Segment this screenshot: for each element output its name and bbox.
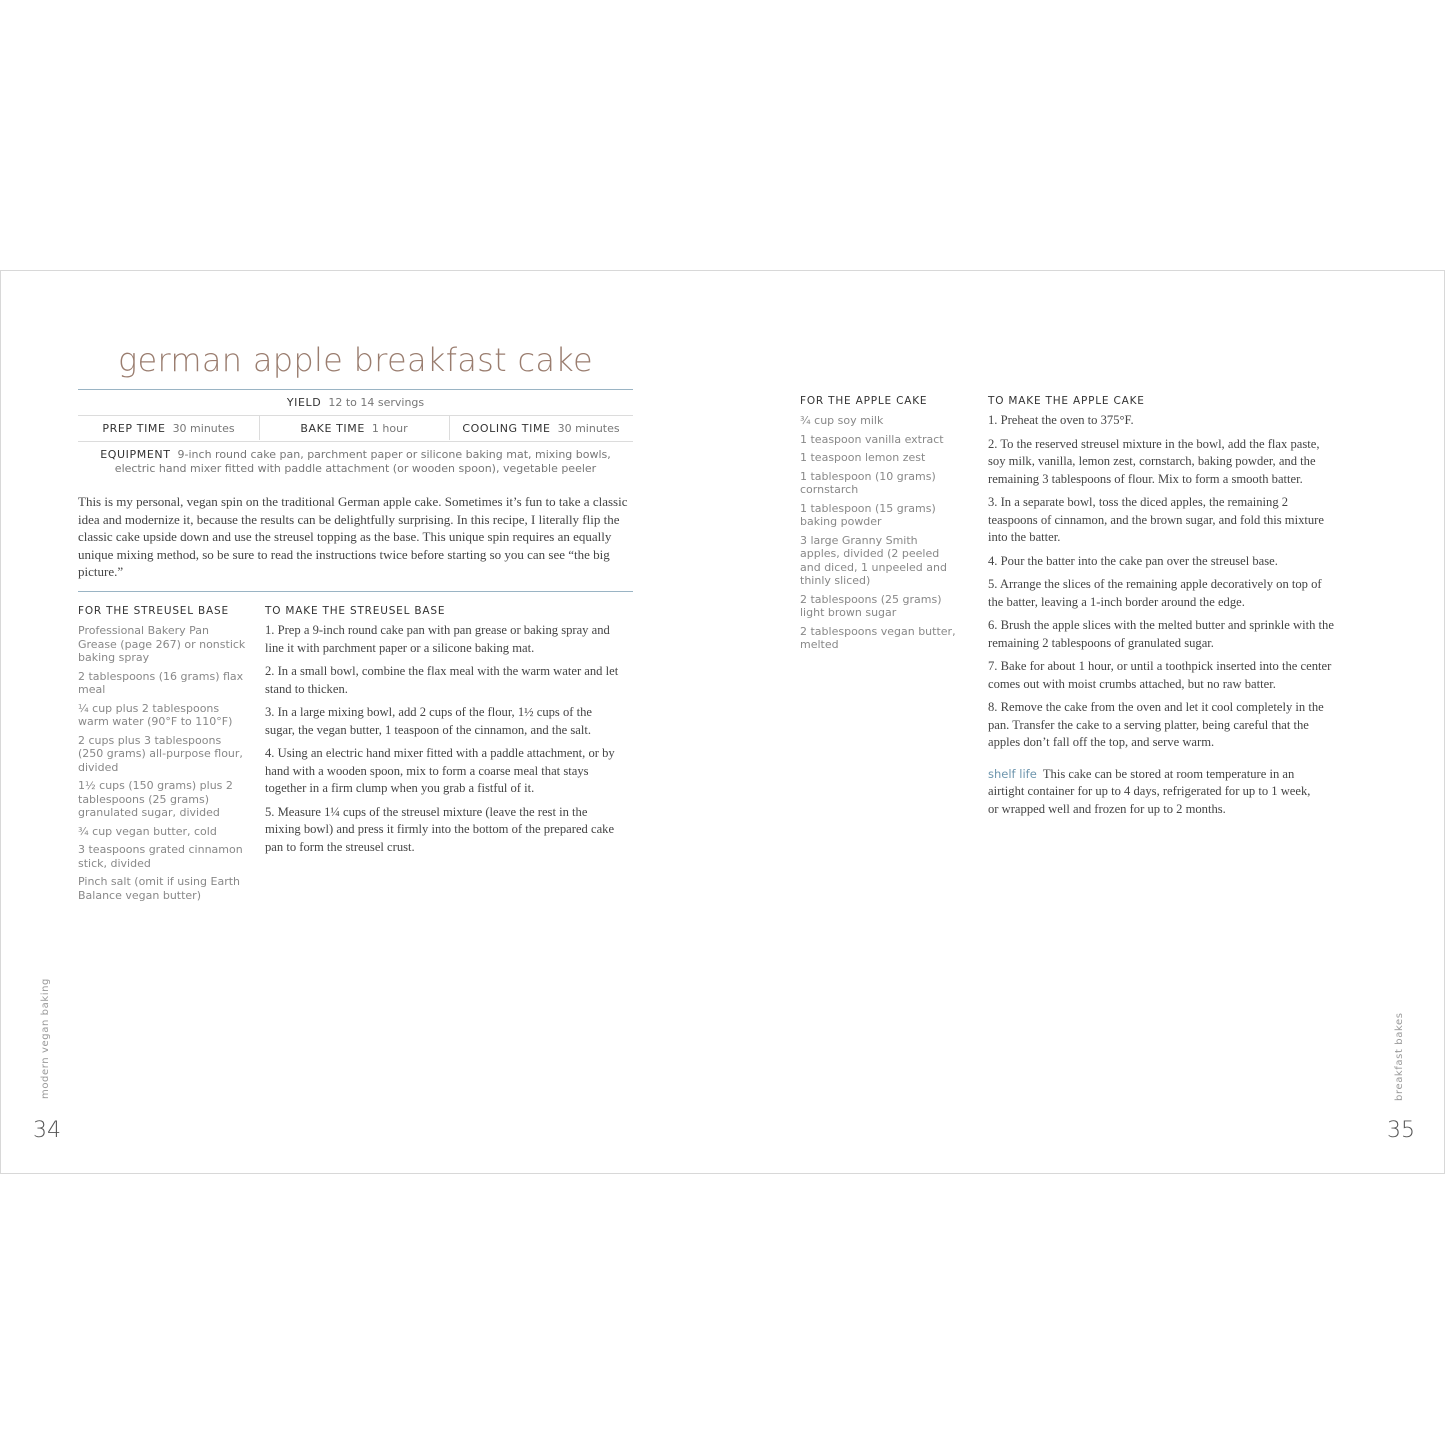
ingredient-item: 1 teaspoon lemon zest xyxy=(800,451,926,464)
title-rule xyxy=(78,389,633,390)
ingredient-item: ¾ cup vegan butter, cold xyxy=(78,824,217,838)
apple-ingredients xyxy=(800,395,960,657)
ingredient-item: 1 tablespoon (15 grams) baking powder xyxy=(800,501,936,528)
bake-label: BAKE TIME xyxy=(300,422,365,435)
ingredient-item: 2 tablespoons (25 grams) light brown sugar xyxy=(800,592,942,619)
equipment-line1: 9-inch round cake pan, parchment paper or silicone baking mat, mixing bowls, xyxy=(177,448,611,461)
prep-value: 30 minutes xyxy=(172,422,235,435)
ingredient-item: 3 teaspoons grated cinnamon stick, divided xyxy=(78,843,243,870)
method-step: 3. In a separate bowl, toss the diced apples, the remaining 2 teaspoons of cinnamon, and the brown sugar, and fold this mixture into the batter. xyxy=(988,495,1324,544)
streusel-ingredients-heading: FOR THE STREUSEL BASE xyxy=(78,605,229,617)
equipment xyxy=(78,448,633,476)
meta-divider-2 xyxy=(78,441,633,442)
streusel-ingredients xyxy=(78,605,246,907)
yield-label: YIELD xyxy=(286,396,322,409)
method-step: 1. Preheat the oven to 375°F. xyxy=(988,413,1134,427)
ingredient-item: 1 tablespoon (10 grams) cornstarch xyxy=(800,469,936,496)
ingredient-item: Pinch salt (omit if using Earth Balance vegan butter) xyxy=(78,875,241,902)
running-head-left: modern vegan baking xyxy=(40,977,51,1099)
yield-value: 12 to 14 servings xyxy=(328,396,425,409)
method-step: 1. Prep a 9-inch round cake pan with pan grease or baking spray and line it with parchment paper or a silicone baking mat. xyxy=(265,623,610,655)
apple-method-heading: TO MAKE THE APPLE CAKE xyxy=(988,395,1145,407)
method-step: 5. Arrange the slices of the remaining apple decoratively on top of the batter, leaving a 1-inch border around the edge. xyxy=(988,577,1322,609)
ingredient-item: 2 tablespoons (16 grams) flax meal xyxy=(78,669,244,696)
method-step: 8. Remove the cake from the oven and let it cool completely in the pan. Transfer the cake to a serving platter, being careful that the apples don’t fall off the top, and serve warm. xyxy=(988,700,1324,749)
method-step: 4. Pour the batter into the cake pan over the streusel base. xyxy=(988,553,1278,568)
shelf-life-note xyxy=(988,766,1313,819)
bake-time xyxy=(259,422,449,435)
method-step: 2. To the reserved streusel mixture in the bowl, add the flax paste, soy milk, vanilla, lemon zest, cornstarch, baking powder, and the remaining 3 tablespoons of flour. Mix to form a smooth batter. xyxy=(988,436,1320,486)
method-step: 4. Using an electric hand mixer fitted with a paddle attachment, or by hand with a wooden spoon, mix to form a coarse meal that stays together in a firm clump when you grab a fistful of it. xyxy=(265,746,615,795)
book-spread xyxy=(0,270,1445,1174)
method-step: 2. In a small bowl, combine the flax meal with the warm water and let stand to thicken. xyxy=(265,664,619,696)
apple-ingredient-list xyxy=(800,414,960,652)
apple-ingredients-heading: FOR THE APPLE CAKE xyxy=(800,395,928,407)
method-step: 7. Bake for about 1 hour, or until a toothpick inserted into the center comes out with moist crumbs attached, but no raw batter. xyxy=(988,659,1332,691)
streusel-method xyxy=(265,605,625,862)
recipe-title: german apple breakfast cake xyxy=(118,341,593,379)
prep-label: PREP TIME xyxy=(102,422,166,435)
streusel-method-heading: TO MAKE THE STREUSEL BASE xyxy=(265,605,446,617)
page-number-right: 35 xyxy=(1387,1118,1415,1143)
ingredient-item: ¾ cup soy milk xyxy=(800,414,884,427)
ingredient-item: 3 large Granny Smith apples, divided (2 peeled and diced, 1 unpeeled and thinly sliced) xyxy=(800,533,947,587)
method-step: 6. Brush the apple slices with the melted butter and sprinkle with the remaining 2 tablespoons of granulated sugar. xyxy=(988,618,1334,650)
streusel-ingredient-list xyxy=(78,624,246,902)
apple-step-list xyxy=(988,412,1338,752)
ingredient-item: Professional Bakery Pan Grease (page 267) or nonstick baking spray xyxy=(78,624,246,664)
equipment-label: EQUIPMENT xyxy=(100,448,171,461)
cool-label: COOLING TIME xyxy=(462,422,551,435)
ingredient-item: 1½ cups (150 grams) plus 2 tablespoons (25 grams) granulated sugar, divided xyxy=(78,779,233,819)
intro-paragraph: This is my personal, vegan spin on the traditional German apple cake. Sometimes it’s fun to take a classic idea and modernize it, because the results can be delightfully surprising. In this recipe, I literally flip the classic cake upside down and use the streusel topping as the base. This unique spin requires an equally unique mixing method, so be sure to read the instructions twice before starting so you can see “the big picture.” xyxy=(78,494,628,580)
shelf-life-text: This cake can be stored at room temperature in an airtight container for up to 4 days, refrigerated for up to 1 week, or wrapped well and frozen for up to 2 months. xyxy=(988,766,1311,816)
running-head-right: breakfast bakes xyxy=(1394,1012,1405,1101)
prep-time xyxy=(78,422,259,435)
shelf-life-label: shelf life xyxy=(988,766,1037,781)
ingredient-item: 2 cups plus 3 tablespoons (250 grams) all-purpose flour, divided xyxy=(78,733,243,774)
ingredient-item: ¼ cup plus 2 tablespoons warm water (90°F to 110°F) xyxy=(78,701,233,728)
cool-value: 30 minutes xyxy=(557,422,620,435)
method-step: 5. Measure 1¼ cups of the streusel mixture (leave the rest in the mixing bowl) and press it firmly into the bottom of the prepared cake pan to form the streusel crust. xyxy=(265,804,615,854)
ingredient-item: 1 teaspoon vanilla extract xyxy=(800,432,944,446)
equipment-line2: electric hand mixer fitted with paddle attachment (or wooden spoon), vegetable peeler xyxy=(114,462,597,475)
apple-method xyxy=(988,395,1338,818)
cooling-time xyxy=(449,422,633,435)
intro-rule xyxy=(78,591,633,592)
ingredient-item: 2 tablespoons vegan butter, melted xyxy=(800,624,956,651)
bake-value: 1 hour xyxy=(371,422,408,435)
meta-divider-1 xyxy=(78,415,633,416)
page-number-left: 34 xyxy=(33,1118,61,1143)
method-step: 3. In a large mixing bowl, add 2 cups of the flour, 1½ cups of the sugar, the vegan butter, 1 teaspoon of the cinnamon, and the salt. xyxy=(265,705,592,737)
streusel-step-list xyxy=(265,622,625,856)
yield-row xyxy=(78,396,633,409)
